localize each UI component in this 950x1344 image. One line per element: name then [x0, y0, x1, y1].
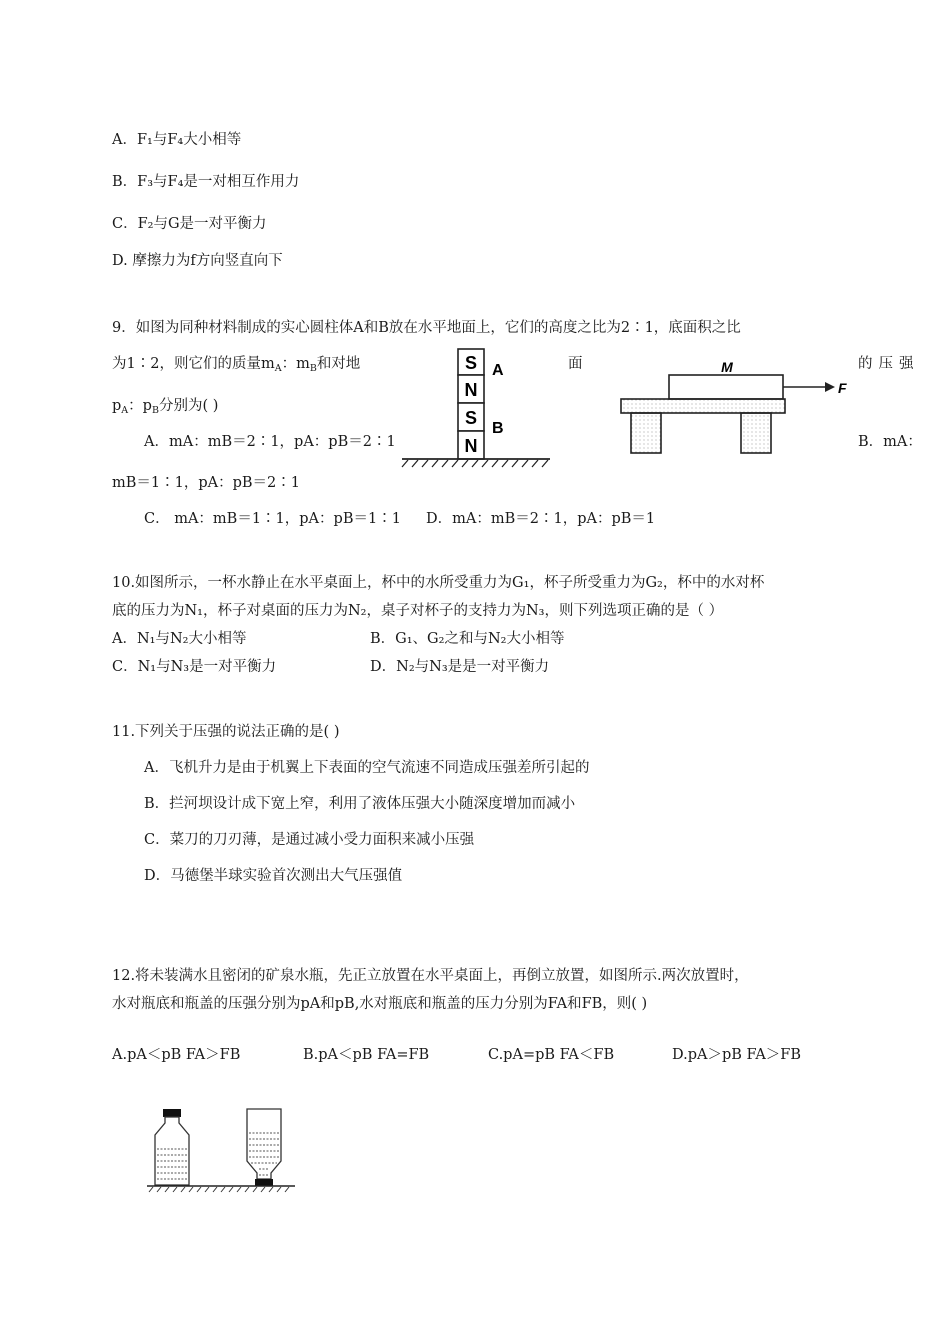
bottles-figure: [145, 1105, 305, 1193]
q9-option-b-part1: B．mA：: [858, 434, 922, 450]
magnet-label-s1: S: [464, 353, 478, 373]
q9-stem-word-mian: 面: [568, 356, 583, 372]
q9-stem-word-yaqiang: 的压强: [858, 356, 920, 372]
magnet-label-n1: N: [464, 380, 478, 400]
q9-option-b-part2: mB＝1∶1，pA：pB＝2∶1: [112, 475, 300, 491]
q11-option-d: D．马德堡半球实验首次测出大气压强值: [144, 868, 403, 884]
q10-option-b: B．G₁、G₂之和与N₂大小相等: [370, 631, 565, 647]
q8-option-b: B．F₃与F₄是一对相互作用力: [112, 174, 300, 190]
q8-option-d: D. 摩擦力为f方向竖直向下: [112, 253, 283, 269]
q9-option-c: C． mA：mB＝1∶1，pA：pB＝1∶1: [144, 511, 401, 527]
q12-option-c: C.pA=pB FA＜FB: [488, 1047, 615, 1063]
magnet-label-n2: N: [464, 436, 478, 456]
q12-stem-line1: 12.将未装满水且密闭的矿泉水瓶，先正立放置在水平桌面上，再倒立放置，如图所示.两次放置时，: [112, 968, 749, 984]
q9-stem-line2: 为1∶2，则它们的质量$m_A$：$m_B$和对地: [112, 356, 361, 374]
q9-stem-line1: 9．如图为同种材料制成的实心圆柱体A和B放在水平地面上，它们的高度之比为2∶1，底面积之比: [112, 320, 741, 336]
q10-option-c: C．N₁与N₃是一对平衡力: [112, 659, 277, 675]
q10-option-a: A．N₁与N₂大小相等: [112, 631, 247, 647]
q11-option-a: A．飞机升力是由于机翼上下表面的空气流速不同造成压强差所引起的: [144, 760, 590, 776]
magnet-label-s2: S: [464, 408, 478, 428]
q10-option-d: D．N₂与N₃是是一对平衡力: [370, 659, 550, 675]
q11-option-c: C．菜刀的刀刃薄，是通过减小受力面积来减小压强: [144, 832, 475, 848]
q12-option-d: D.pA＞pB FA＞FB: [672, 1047, 802, 1063]
q9-option-a: A．mA：mB＝2∶1，pA：pB＝2∶1: [144, 434, 396, 450]
q10-stem-line2: 底的压力为N₁，杯子对桌面的压力为N₂，桌子对杯子的支持力为N₃，则下列选项正确的是（ ）: [112, 603, 724, 619]
q9-option-d: D．mA：mB＝2∶1，pA：pB＝1: [426, 511, 656, 527]
magnet-label-b: B: [492, 420, 504, 437]
q9-stem-line3: $p_A$：$p_B$分别为( ): [112, 398, 219, 416]
magnet-label-a: A: [492, 362, 504, 379]
force-label-f: F: [838, 380, 847, 396]
magnet-stack-figure: [398, 345, 558, 470]
q10-stem-line1: 10.如图所示，一杯水静止在水平桌面上，杯中的水所受重力为G₁，杯子所受重力为G₂，杯中的水对杯: [112, 575, 765, 591]
block-table-figure: [615, 355, 855, 460]
q12-option-b: B.pA＜pB FA=FB: [303, 1047, 430, 1063]
q8-option-a: A．F₁与F₄大小相等: [112, 132, 242, 148]
q11-stem: 11.下列关于压强的说法正确的是( ): [112, 724, 340, 740]
q12-option-a: A.pA＜pB FA＞FB: [112, 1047, 241, 1063]
q8-option-c: C．F₂与G是一对平衡力: [112, 216, 267, 232]
block-label-m: M: [721, 359, 733, 375]
q11-option-b: B．拦河坝设计成下宽上窄，利用了液体压强大小随深度增加而减小: [144, 796, 576, 812]
q12-stem-line2: 水对瓶底和瓶盖的压强分别为pA和pB,水对瓶底和瓶盖的压力分别为FA和FB，则( ): [112, 996, 648, 1012]
